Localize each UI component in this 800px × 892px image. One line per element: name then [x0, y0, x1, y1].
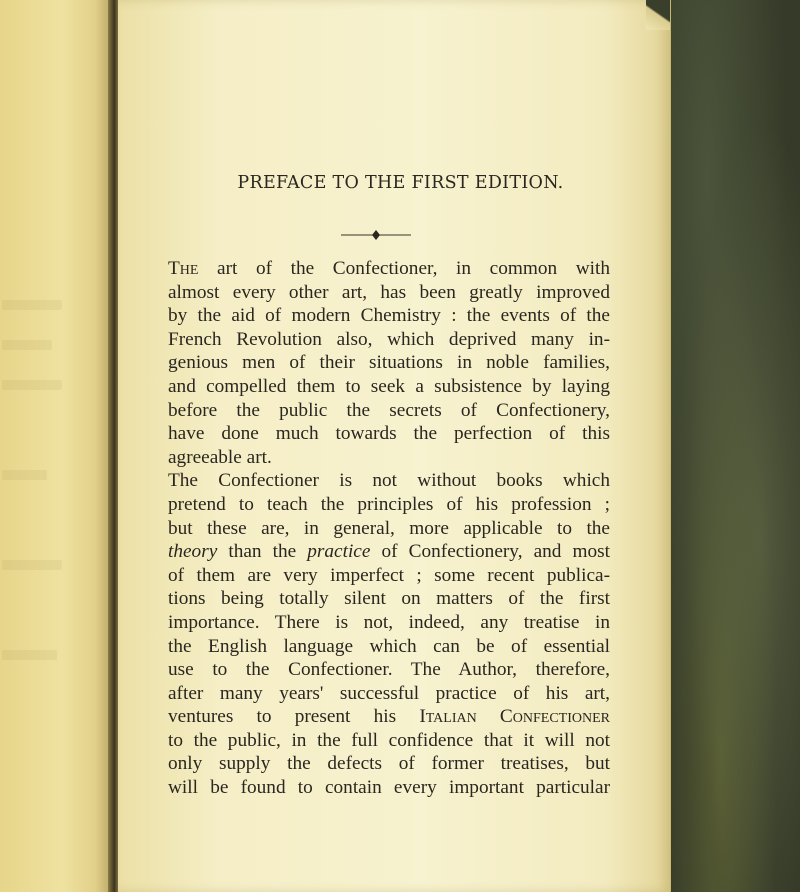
text-run: tions being totally silent on matters of the first — [168, 588, 610, 610]
text-run: to the public, in the full confidence that it will not — [168, 729, 610, 751]
body-text — [168, 257, 610, 800]
text-line — [168, 351, 610, 375]
text-line — [168, 705, 610, 729]
text-line — [168, 540, 610, 564]
ornament-rule — [341, 229, 411, 241]
paragraph — [168, 469, 610, 799]
small-caps-text: The — [168, 258, 199, 279]
text-run: importance. There is not, indeed, any treatise in — [168, 611, 610, 633]
text-run: have done much towards the perfection of this — [168, 423, 610, 445]
text-line — [168, 422, 610, 446]
text-run: by the aid of modern Chemistry : the events of the — [168, 305, 610, 327]
text-line — [168, 469, 610, 493]
text-run: ventures to present his — [168, 706, 420, 728]
italic-text: theory — [168, 541, 218, 563]
italic-text: practice — [307, 541, 371, 563]
text-run: only supply the defects of former treatises, but — [168, 753, 610, 775]
text-run: The Confectioner is not without books which — [168, 470, 610, 492]
paragraph — [168, 257, 610, 469]
text-line — [168, 729, 610, 753]
text-line — [168, 328, 610, 352]
text-run: pretend to teach the principles of his profession ; — [168, 493, 610, 515]
text-run: will be found to contain every important particular — [168, 777, 610, 799]
text-run: but these are, in general, more applicable to the — [168, 517, 610, 539]
text-run: than the — [217, 541, 308, 563]
text-run: of them are very imperfect ; some recent publica- — [168, 564, 610, 586]
text-line — [168, 375, 610, 399]
text-run: of Confectionery, and most — [370, 541, 610, 563]
text-run: use to the Confectioner. The Author, therefore, — [168, 659, 610, 681]
text-line — [168, 635, 610, 659]
text-run: after many years' successful practice of his art, — [168, 682, 610, 704]
text-line — [168, 304, 610, 328]
text-line — [168, 587, 610, 611]
text-run: the English language which can be of essential — [168, 635, 610, 657]
text-run: almost every other art, has been greatly improved — [168, 281, 610, 303]
page — [118, 0, 671, 892]
text-run: agreeable art. — [168, 446, 272, 468]
text-line — [168, 752, 610, 776]
text-line — [168, 682, 610, 706]
text-line — [168, 517, 610, 541]
background-surface — [668, 0, 800, 892]
page-heading: PREFACE TO THE FIRST EDITION. — [237, 173, 564, 193]
text-line — [168, 611, 610, 635]
small-caps-text: Italian Confectioner — [419, 706, 610, 728]
text-run: before the public the secrets of Confectionery, — [168, 399, 610, 421]
text-line — [168, 493, 610, 517]
text-run: French Revolution also, which deprived many in- — [168, 328, 610, 350]
text-run: and compelled them to seek a subsistence by laying — [168, 375, 610, 397]
text-line — [168, 658, 610, 682]
text-line — [168, 257, 610, 281]
text-line — [168, 281, 610, 305]
text-line — [168, 399, 610, 423]
facing-page — [0, 0, 112, 892]
text-line — [168, 446, 610, 470]
text-run: art of the Confectioner, in common with — [198, 258, 610, 279]
page-corner — [646, 0, 670, 30]
text-run: genious men of their situations in noble families, — [168, 352, 610, 374]
text-line — [168, 776, 610, 800]
text-line — [168, 564, 610, 588]
